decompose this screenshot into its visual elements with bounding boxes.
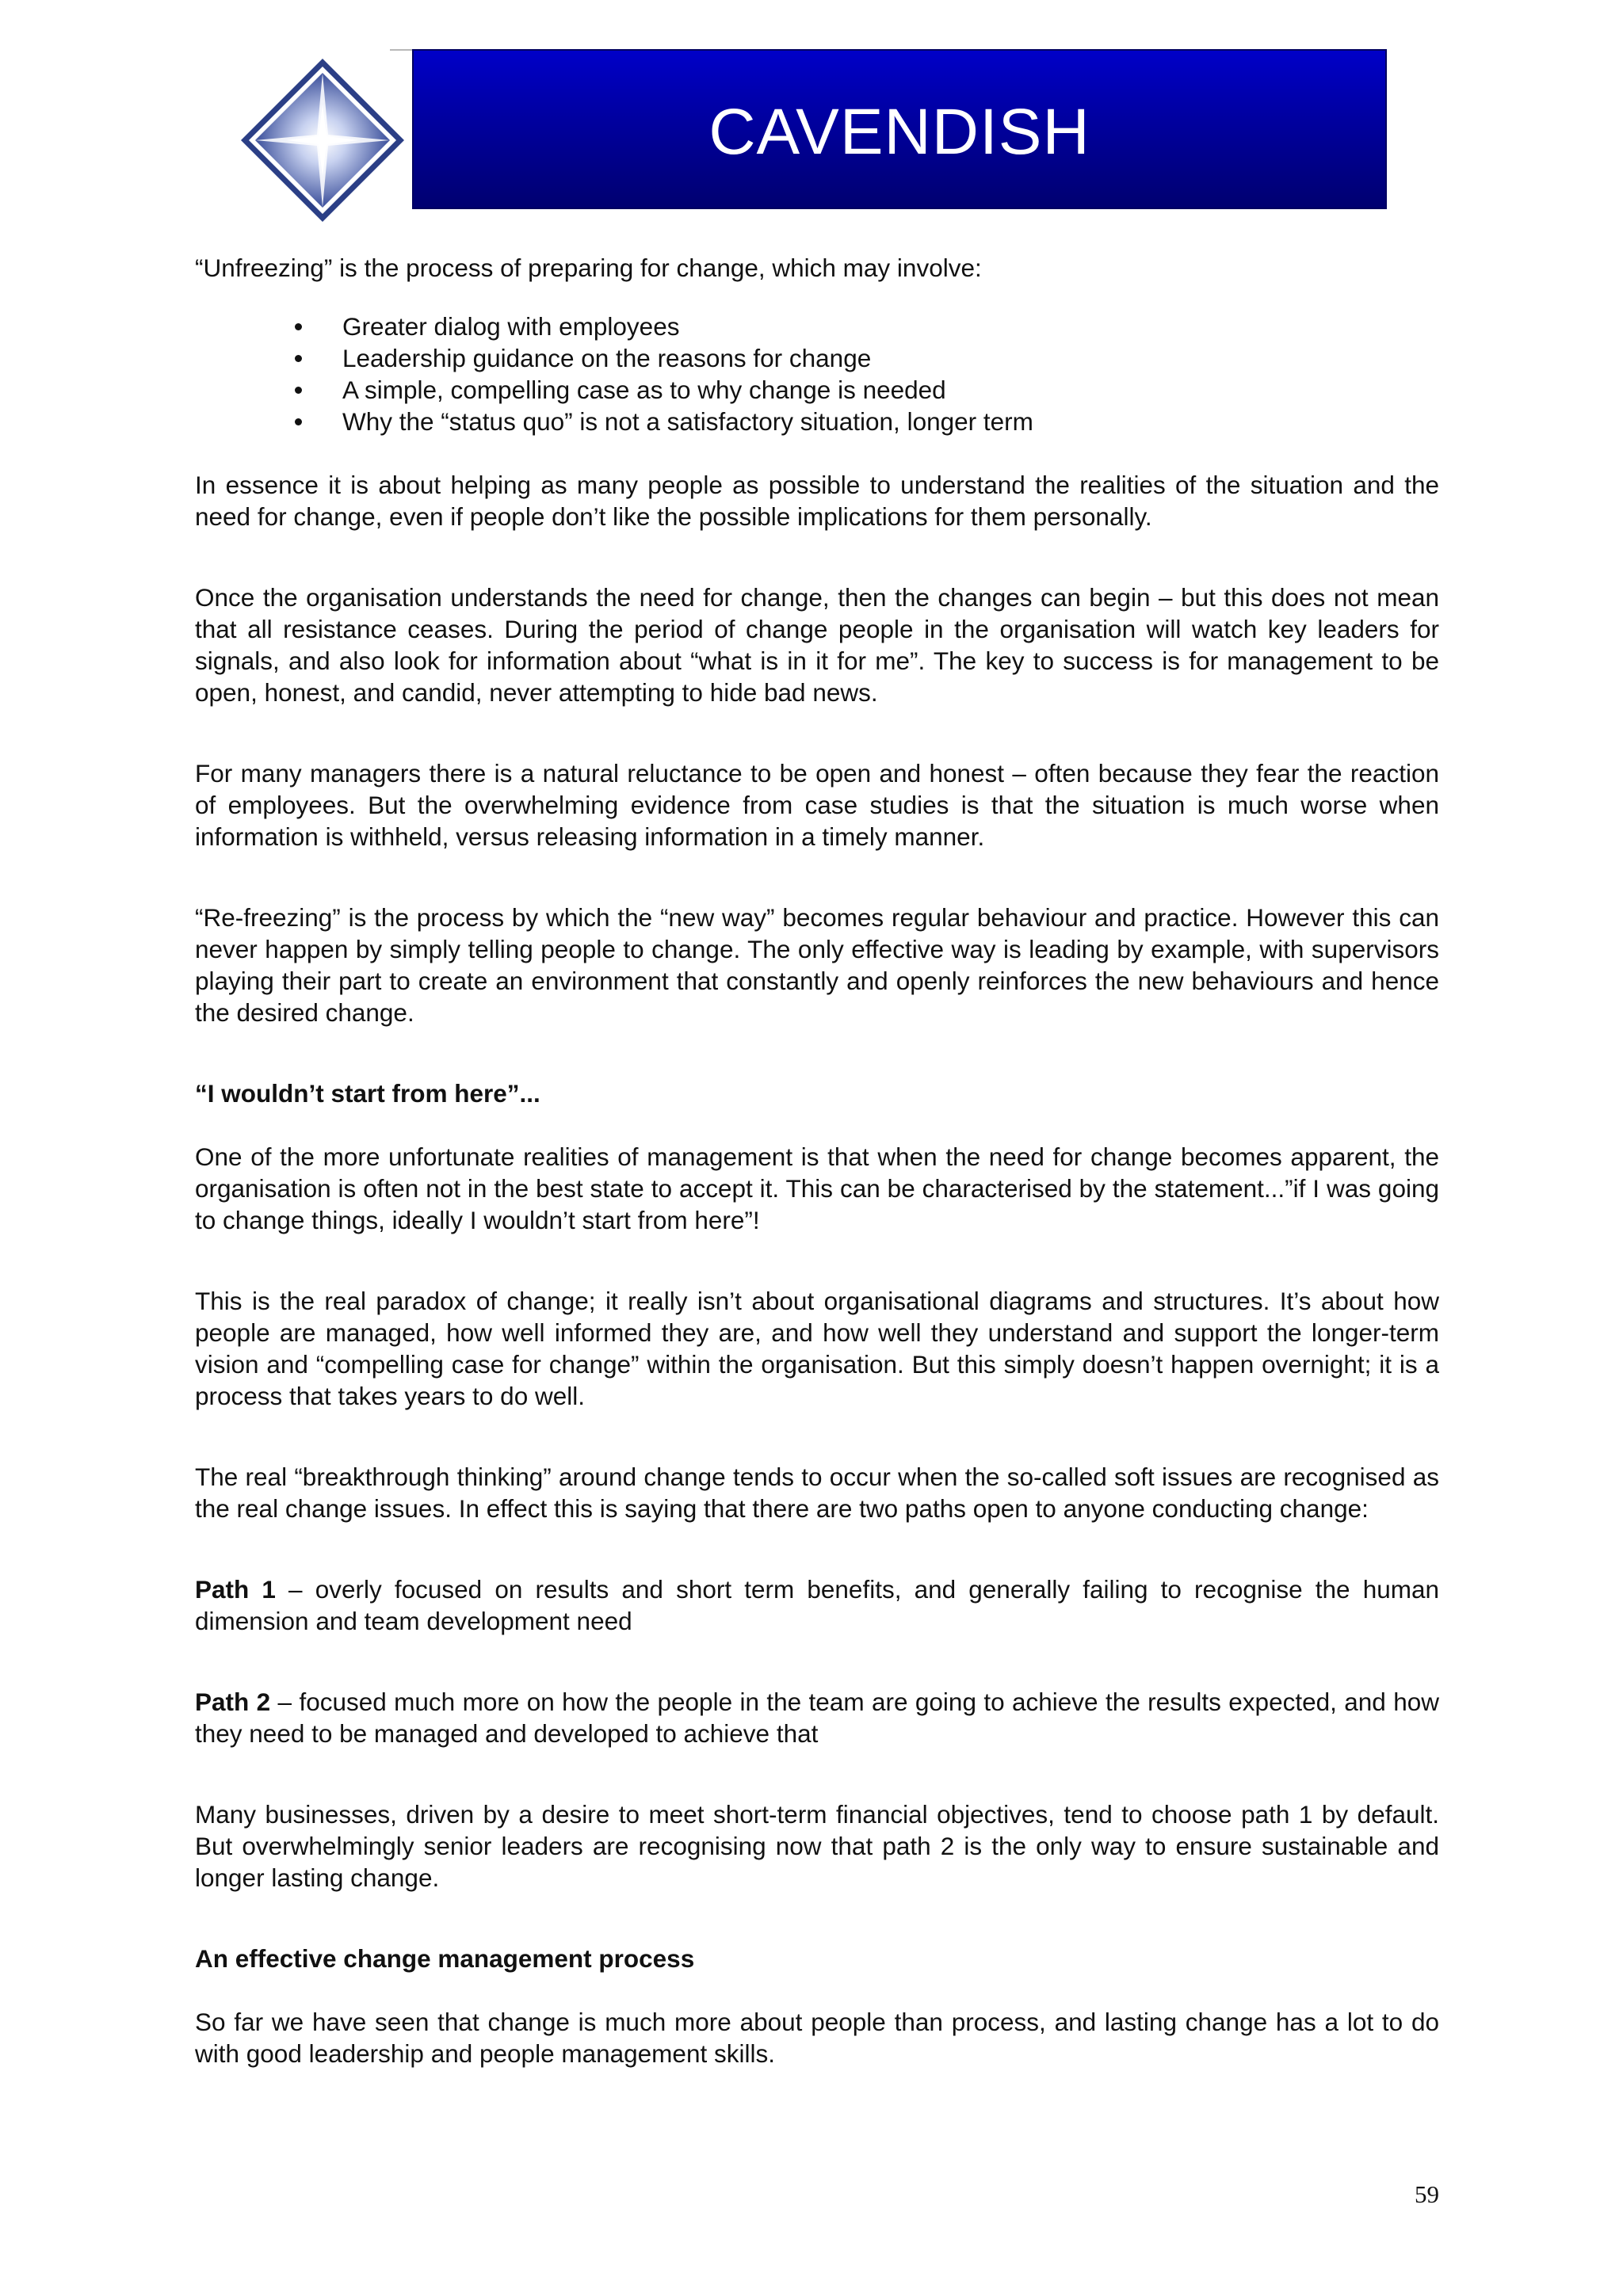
- paragraph: Many businesses, driven by a desire to meet short-term financial objectives, tend to choose path 1 by default. But overwhelmingly senior leaders are recognising now that path 2 is the only way to ensure sustainable and longer lasting change.: [195, 1800, 1439, 1892]
- paragraph: “Re-freezing” is the process by which the “new way” becomes regular behaviour and practice. However this can never happen by simply telling people to change. The only effective way is leading by example, with supervisors playing their part to create an environment that constantly and openly reinforces the new behaviours and hence the desired change.: [195, 903, 1439, 1027]
- page-number: 59: [1415, 2180, 1439, 2208]
- paragraph: This is the real paradox of change; it really isn’t about organisational diagrams and structures. It’s about how people are managed, how well informed they are, and how well they understand and support the longer-term vision and “compelling case for change” within the organisation. But this simply doesn’t happen overnight; it is a process that takes years to do well.: [195, 1287, 1439, 1410]
- paragraph: In essence it is about helping as many people as possible to understand the realities of the situation and the need for change, even if people don’t like the possible implications for them personally.: [195, 471, 1439, 531]
- section-heading: An effective change management process: [195, 1944, 695, 1973]
- intro-paragraph: “Unfreezing” is the process of preparing for change, which may involve:: [195, 254, 982, 282]
- paragraph: Once the organisation understands the need for change, then the changes can begin – but this does not mean that all resistance ceases. During the period of change people in the organisation will watch key leaders for signals, and also look for information about “what is in it for me”. The key to success is for management to be open, honest, and candid, never attempting to hide bad news.: [195, 583, 1439, 707]
- document-body: [195, 252, 1439, 2069]
- paragraph: For many managers there is a natural reluctance to be open and honest – often because they fear the reaction of employees. But the overwhelming evidence from case studies is that the situation is much worse when information is withheld, versus releasing information in a timely manner.: [195, 759, 1439, 851]
- path-1-paragraph: Path 1 – overly focused on results and short term benefits, and generally failing to recognise the human dimension and team development need: [195, 1575, 1440, 1635]
- bullet-icon: [295, 355, 302, 362]
- brand-title: CAVENDISH: [708, 96, 1090, 168]
- bullet-icon: [295, 323, 302, 330]
- list-item: Why the “status quo” is not a satisfactory situation, longer term: [195, 406, 1439, 437]
- header-banner: [412, 49, 1387, 209]
- paragraph: One of the more unfortunate realities of management is that when the need for change becomes apparent, the organisation is often not in the best state to accept it. This can be characterised by the statement...”if I was going to change things, ideally I wouldn’t start from here”!: [195, 1142, 1439, 1234]
- header-rule: [390, 49, 414, 51]
- paragraph: The real “breakthrough thinking” around change tends to occur when the so-called soft issues are recognised as the real change issues. In effect this is saying that there are two paths open to anyone conducting change:: [195, 1463, 1439, 1523]
- list-item: Greater dialog with employees: [195, 311, 1439, 342]
- diamond-star-icon: [239, 57, 406, 223]
- bullet-icon: [295, 387, 302, 394]
- path-2-label: Path 2: [195, 1688, 271, 1716]
- bullet-icon: [295, 418, 302, 425]
- list-item: A simple, compelling case as to why change is needed: [195, 374, 1439, 406]
- section-heading: “I wouldn’t start from here”...: [195, 1079, 540, 1108]
- path-1-label: Path 1: [195, 1575, 276, 1604]
- path-2-paragraph: Path 2 – focused much more on how the people in the team are going to achieve the results expected, and how they need to be managed and developed to achieve that: [195, 1688, 1440, 1748]
- list-item: Leadership guidance on the reasons for change: [195, 342, 1439, 374]
- paragraph: So far we have seen that change is much more about people than process, and lasting change has a lot to do with good leadership and people management skills.: [195, 2008, 1439, 2068]
- bullet-list: [195, 311, 1439, 437]
